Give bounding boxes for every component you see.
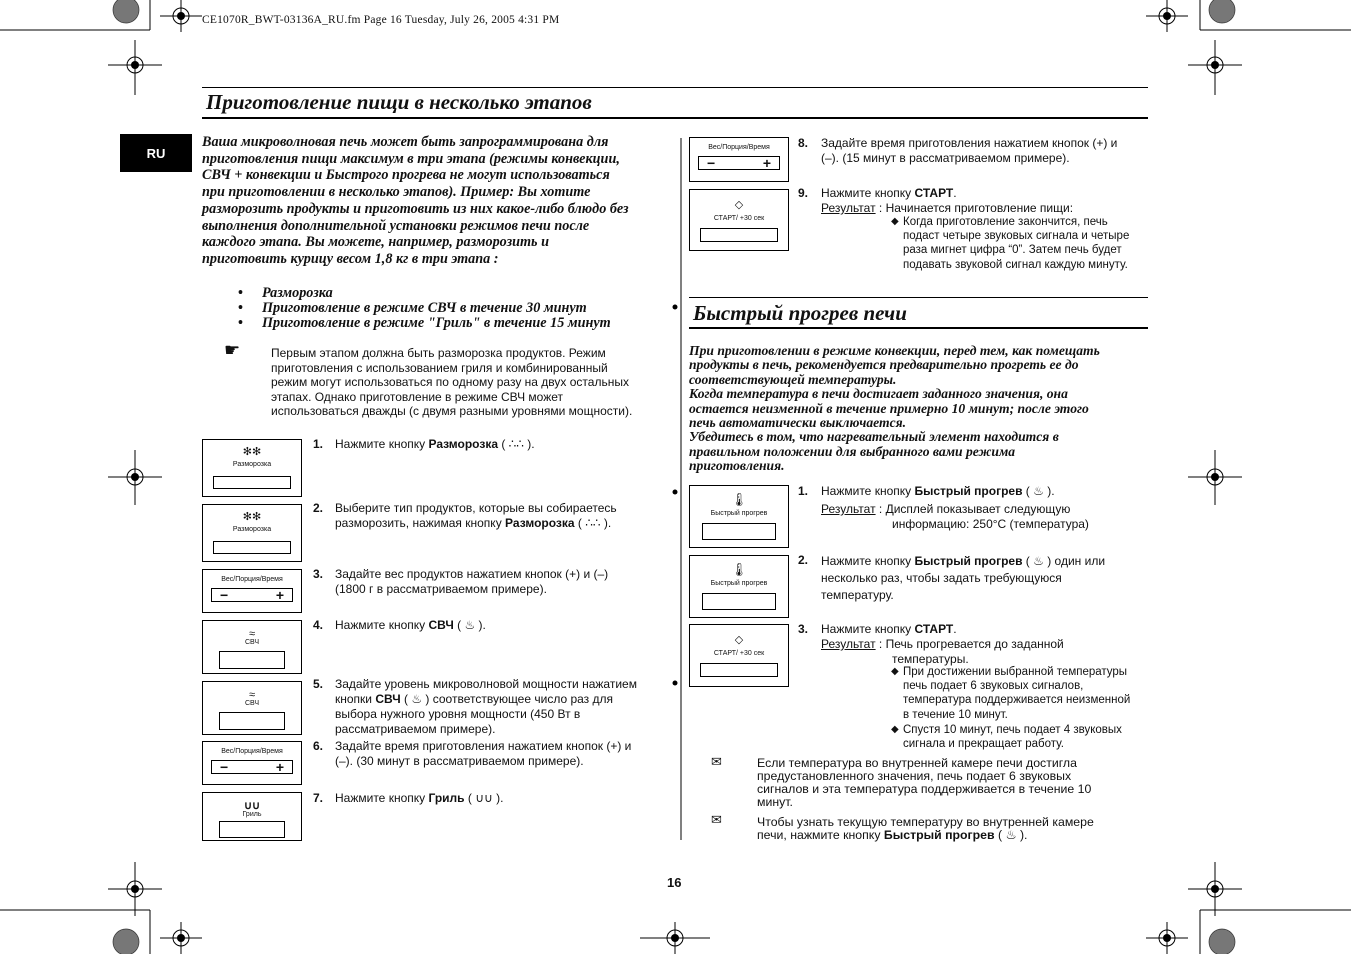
- panel-slot: [219, 651, 285, 669]
- panel-label: СТАРТ/ +30 сек: [713, 215, 765, 222]
- result-label: Результат: [821, 502, 876, 516]
- panel-slot: [213, 541, 291, 554]
- thermometer-icon: 🌡: [730, 562, 748, 577]
- panel-label: Разморозка: [232, 461, 272, 468]
- section1-top-rule: [202, 87, 1148, 88]
- minus-button[interactable]: −: [707, 155, 716, 171]
- panel-label: Вес/Порция/Время: [221, 576, 283, 583]
- step-text: Задайте вес продуктов нажатием кнопок (+) и (–) (1800 г в рассматриваемом примере).: [335, 567, 609, 596]
- microwave-button-panel[interactable]: [202, 681, 302, 735]
- section1-bullets: [238, 286, 611, 331]
- diamond-bullet-icon: ◆: [891, 666, 899, 677]
- defrost-icon: ✻✻: [242, 511, 262, 523]
- step-number: 4.: [313, 618, 324, 632]
- step-number: 1.: [313, 437, 324, 451]
- section2-note: Если температура во внутренней камере печи достигла предустановленного значения, печь подает 6 звуковых сигналов и эта температура поддерживается в течение 10 минут.: [757, 756, 1092, 809]
- panel-label: СТАРТ/ +30 сек: [713, 650, 765, 657]
- step-text: Нажмите кнопку Быстрый прогрев ( ♨ ). Результат : Дисплей показывает следующую информацию: 250°C (температура): [821, 484, 1089, 531]
- step-number: 9.: [798, 186, 809, 200]
- section1-intro: Ваша микроволновая печь может быть запрограммирована для приготовления пищи максимум в три этапа (режимы конвекции, СВЧ + конвекции и Быстрого прогрева не могут использоваться при приготовлении в несколько этапов). Пример: Вы хотите разморозить продукты и приготовить из них какое-либо блюдо без выполнения дополнительной установки режимов печи после каждого этапа. Вы можете, например, разморозить и приготовить курицу весом 1,8 кг в три этапа :: [202, 134, 629, 267]
- plus-minus-buttons[interactable]: [698, 156, 780, 170]
- step-number: 7.: [313, 791, 324, 805]
- step-text: Нажмите кнопку Гриль ( ∪∪ ).: [335, 791, 504, 805]
- panel-label: Быстрый прогрев: [710, 580, 768, 587]
- section1-rule: [202, 117, 1148, 119]
- start-icon: ◇: [734, 634, 744, 646]
- step-number: 3.: [313, 567, 324, 581]
- minus-button[interactable]: −: [220, 759, 229, 775]
- panel-label: Вес/Порция/Время: [221, 748, 283, 755]
- start-icon: ◇: [734, 199, 744, 211]
- step-text: Выберите тип продуктов, которые вы собираетесь разморозить, нажимая кнопку Разморозка ( ∴∴ ).: [335, 501, 617, 530]
- note-icon: ✉: [711, 754, 722, 769]
- language-tab: RU: [120, 134, 192, 172]
- start-button-panel[interactable]: [689, 624, 789, 687]
- section2-intro: При приготовлении в режиме конвекции, перед тем, как помещать продукты в печь, рекомендуется предварительно прогреть ее до соответствующей температуры. Когда температура в печи достигает заданного значения, она остается неизменной в течение примерно 10 минут; после этого печь автоматически выключается. Убедитесь в том, что нагревательный элемент находится в правильном положении для выбранного вами режима приготовления.: [689, 343, 1100, 474]
- panel-slot: [702, 523, 776, 540]
- panel-slot: [219, 821, 285, 838]
- plus-minus-buttons[interactable]: [211, 588, 293, 602]
- panel-label: Гриль: [242, 811, 262, 818]
- step-number: 3.: [798, 622, 809, 636]
- quick-preheat-panel[interactable]: [689, 485, 789, 548]
- plus-button[interactable]: +: [275, 587, 284, 603]
- grill-icon: ∪∪: [243, 800, 261, 812]
- diamond-bullet-icon: ◆: [891, 724, 899, 735]
- plus-minus-buttons[interactable]: [211, 760, 293, 774]
- section1-note: Первым этапом должна быть разморозка продуктов. Режим приготовления с использованием гриля и комбинированный режим могут использоваться по одному разу на двух остальных этапах. Однако приготовление в режиме СВЧ может использоваться дважды (с двумя разными уровнями мощности).: [271, 346, 633, 418]
- minus-button[interactable]: −: [220, 587, 229, 603]
- step-number: 8.: [798, 136, 809, 150]
- weight-time-panel[interactable]: [689, 137, 789, 182]
- plus-button[interactable]: +: [275, 759, 284, 775]
- result-detail: Когда приготовление закончится, печь подаст четыре звуковых сигнала и четыре раза мигнет цифра “0”. Затем печь будет подавать звуковой сигнал каждую минуту.: [903, 216, 1130, 271]
- panel-slot: [700, 228, 778, 242]
- step-number: 2.: [798, 553, 809, 567]
- start-button-panel[interactable]: [689, 189, 789, 251]
- microwave-icon: ≈: [248, 689, 256, 701]
- panel-slot: [702, 593, 776, 610]
- step-text: Нажмите кнопку СТАРТ. Результат : Печь прогревается до заданной температуры.: [821, 622, 1064, 666]
- step-text: Задайте время приготовления нажатием кнопок (+) и (–). (30 минут в рассматриваемом примере).: [335, 739, 632, 768]
- panel-label: Быстрый прогрев: [710, 510, 768, 517]
- panel-label: Вес/Порция/Время: [708, 144, 770, 151]
- step-text: Задайте уровень микроволновой мощности нажатием кнопки СВЧ ( ♨ ) соответствующее число раз для выбора нужного уровня мощности (450 Вт в рассматриваемом примере).: [335, 677, 637, 736]
- note-icon: ✉: [711, 812, 722, 827]
- defrost-icon: ✻✻: [242, 446, 262, 458]
- step-number: 6.: [313, 739, 324, 753]
- microwave-icon: ≈: [248, 628, 256, 640]
- diamond-bullet-icon: ◆: [891, 216, 899, 227]
- panel-slot: [700, 663, 778, 677]
- weight-time-panel[interactable]: [202, 741, 302, 785]
- bullet-item: • Приготовление в режиме СВЧ в течение 30 минут: [262, 301, 611, 316]
- section2-rule: [689, 327, 1148, 329]
- result-detail: При достижении выбранной температуры печь подает 6 звуковых сигналов, температура поддерживается неизменной в течение 10 минут.: [903, 666, 1131, 721]
- step-number: 5.: [313, 677, 324, 691]
- page-number: 16: [667, 875, 682, 890]
- step-text: Нажмите кнопку Быстрый прогрев ( ♨ ) один или несколько раз, чтобы задать требующуюся температуру.: [821, 554, 1106, 602]
- section2-note: Чтобы узнать текущую температуру во внутренней камере печи, нажмите кнопку Быстрый прогрев ( ♨ ).: [757, 815, 1094, 842]
- section1-title: Приготовление пищи в несколько этапов: [206, 90, 592, 114]
- panel-slot: [213, 476, 291, 489]
- panel-label: СВЧ: [244, 639, 260, 646]
- step-text: Задайте время приготовления нажатием кнопок (+) и (–). (15 минут в рассматриваемом примере).: [821, 136, 1118, 165]
- result-label: Результат: [821, 201, 876, 215]
- step-text: Нажмите кнопку СВЧ ( ♨ ).: [335, 618, 486, 632]
- plus-button[interactable]: +: [762, 155, 771, 171]
- panel-slot: [219, 712, 285, 730]
- step-number: 1.: [798, 484, 809, 498]
- panel-label: СВЧ: [244, 700, 260, 707]
- step-text: Нажмите кнопку Разморозка ( ∴∴ ).: [335, 437, 535, 451]
- defrost-button-panel[interactable]: [202, 504, 302, 562]
- quick-preheat-panel[interactable]: [689, 555, 789, 618]
- grill-button-panel[interactable]: [202, 792, 302, 841]
- bullet-item: • Приготовление в режиме "Гриль" в течение 15 минут: [262, 316, 611, 331]
- result-label: Результат: [821, 637, 876, 651]
- panel-label: Разморозка: [232, 526, 272, 533]
- microwave-button-panel[interactable]: [202, 620, 302, 674]
- section2-top-rule: [689, 297, 1148, 298]
- weight-time-panel[interactable]: [202, 569, 302, 613]
- bullet-item: • Разморозка: [262, 286, 611, 301]
- defrost-button-panel[interactable]: [202, 439, 302, 497]
- thermometer-icon: 🌡: [730, 492, 748, 507]
- step-number: 2.: [313, 501, 324, 515]
- file-header: CE1070R_BWT-03136A_RU.fm Page 16 Tuesday, July 26, 2005 4:31 PM: [202, 14, 560, 26]
- section2-title: Быстрый прогрев печи: [693, 301, 907, 325]
- result-detail: Спустя 10 минут, печь подает 4 звуковых сигнала и прекращает работу.: [903, 724, 1122, 751]
- step-text: Нажмите кнопку СТАРТ. Результат : Начинается приготовление пищи:: [821, 186, 1074, 215]
- pointing-hand-icon: ☛: [224, 340, 241, 360]
